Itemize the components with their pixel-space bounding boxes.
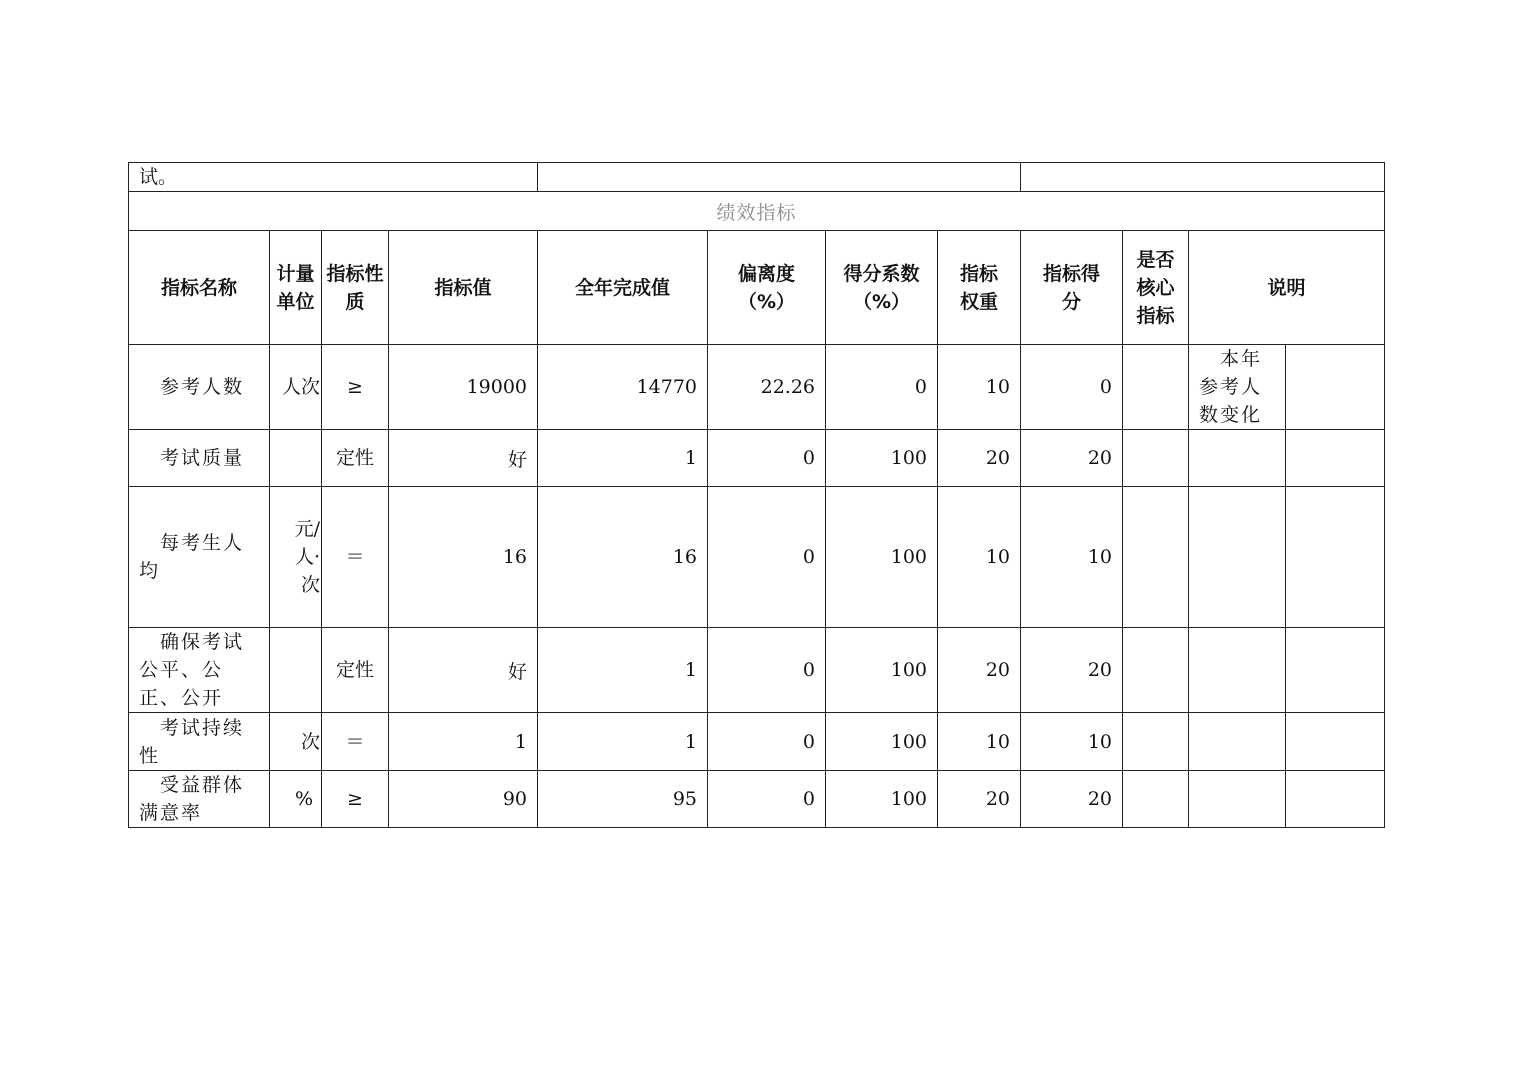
indicator-actual: 95 <box>538 771 708 828</box>
indicator-deviation: 22.26 <box>708 345 826 430</box>
performance-indicator-table <box>128 162 1385 828</box>
indicator-core <box>1123 430 1189 487</box>
top-continuation-row <box>129 163 1385 192</box>
indicator-extra <box>1286 713 1385 771</box>
indicator-target: 19000 <box>389 345 538 430</box>
indicator-actual: 14770 <box>538 345 708 430</box>
indicator-core <box>1123 487 1189 628</box>
empty-cell <box>1021 163 1385 192</box>
table-row <box>129 487 1385 628</box>
indicator-deviation: 0 <box>708 713 826 771</box>
indicator-score: 20 <box>1021 771 1123 828</box>
indicator-core <box>1123 713 1189 771</box>
indicator-extra <box>1286 487 1385 628</box>
header-coefficient: 得分系数（%） <box>826 231 938 345</box>
table-row <box>129 345 1385 430</box>
indicator-coefficient: 100 <box>826 628 938 713</box>
indicator-core <box>1123 771 1189 828</box>
indicator-target: 1 <box>389 713 538 771</box>
table-row <box>129 430 1385 487</box>
indicator-weight: 10 <box>938 487 1021 628</box>
indicator-score: 20 <box>1021 430 1123 487</box>
indicator-extra <box>1286 345 1385 430</box>
indicator-nature: ≥ <box>322 345 389 430</box>
indicator-score: 10 <box>1021 487 1123 628</box>
header-note: 说明 <box>1189 231 1385 345</box>
indicator-core <box>1123 345 1189 430</box>
indicator-score: 10 <box>1021 713 1123 771</box>
table-header-row <box>129 231 1385 345</box>
indicator-core <box>1123 628 1189 713</box>
indicator-coefficient: 100 <box>826 713 938 771</box>
indicator-actual: 1 <box>538 430 708 487</box>
indicator-extra <box>1286 771 1385 828</box>
indicator-weight: 20 <box>938 430 1021 487</box>
section-title: 绩效指标 <box>129 192 1385 231</box>
indicator-note: 本年参考人数变化 <box>1189 345 1286 430</box>
indicator-score: 20 <box>1021 628 1123 713</box>
indicator-nature: 定性 <box>322 628 389 713</box>
indicator-nature: ≥ <box>322 771 389 828</box>
empty-cell <box>538 163 1021 192</box>
indicator-name: 受益群体满意率 <box>129 771 270 828</box>
indicator-note <box>1189 487 1286 628</box>
indicator-weight: 10 <box>938 713 1021 771</box>
table-row <box>129 771 1385 828</box>
header-name: 指标名称 <box>129 231 270 345</box>
header-weight: 指标权重 <box>938 231 1021 345</box>
indicator-weight: 20 <box>938 771 1021 828</box>
indicator-nature: ＝ <box>322 713 389 771</box>
indicator-target: 好 <box>389 628 538 713</box>
header-score: 指标得分 <box>1021 231 1123 345</box>
indicator-unit <box>270 430 322 487</box>
indicator-score: 0 <box>1021 345 1123 430</box>
table-row <box>129 713 1385 771</box>
continued-text-cell: 试。 <box>129 163 538 192</box>
indicator-nature: ＝ <box>322 487 389 628</box>
indicator-target: 90 <box>389 771 538 828</box>
indicator-actual: 1 <box>538 713 708 771</box>
indicator-target: 16 <box>389 487 538 628</box>
indicator-unit: 元/人·次 <box>270 487 322 628</box>
indicator-unit <box>270 628 322 713</box>
indicator-name: 考试质量 <box>129 430 270 487</box>
indicator-coefficient: 0 <box>826 345 938 430</box>
indicator-name: 每考生人均 <box>129 487 270 628</box>
indicator-actual: 16 <box>538 487 708 628</box>
section-title-row <box>129 192 1385 231</box>
indicator-deviation: 0 <box>708 430 826 487</box>
indicator-nature: 定性 <box>322 430 389 487</box>
indicator-weight: 10 <box>938 345 1021 430</box>
indicator-deviation: 0 <box>708 487 826 628</box>
indicator-name: 考试持续性 <box>129 713 270 771</box>
indicator-note <box>1189 628 1286 713</box>
header-nature: 指标性质 <box>322 231 389 345</box>
indicator-deviation: 0 <box>708 771 826 828</box>
indicator-extra <box>1286 628 1385 713</box>
indicator-weight: 20 <box>938 628 1021 713</box>
indicator-unit: 次 <box>270 713 322 771</box>
indicator-coefficient: 100 <box>826 430 938 487</box>
indicator-note <box>1189 771 1286 828</box>
indicator-note <box>1189 430 1286 487</box>
header-actual: 全年完成值 <box>538 231 708 345</box>
table-row <box>129 628 1385 713</box>
indicator-unit: 人次 <box>270 345 322 430</box>
header-core: 是否核心指标 <box>1123 231 1189 345</box>
header-target: 指标值 <box>389 231 538 345</box>
indicator-name: 参考人数 <box>129 345 270 430</box>
indicator-coefficient: 100 <box>826 487 938 628</box>
indicator-actual: 1 <box>538 628 708 713</box>
indicator-extra <box>1286 430 1385 487</box>
indicator-coefficient: 100 <box>826 771 938 828</box>
indicator-note <box>1189 713 1286 771</box>
indicator-unit: % <box>270 771 322 828</box>
header-deviation: 偏离度（%） <box>708 231 826 345</box>
indicator-name: 确保考试公平、公正、公开 <box>129 628 270 713</box>
header-unit: 计量单位 <box>270 231 322 345</box>
indicator-target: 好 <box>389 430 538 487</box>
indicator-deviation: 0 <box>708 628 826 713</box>
